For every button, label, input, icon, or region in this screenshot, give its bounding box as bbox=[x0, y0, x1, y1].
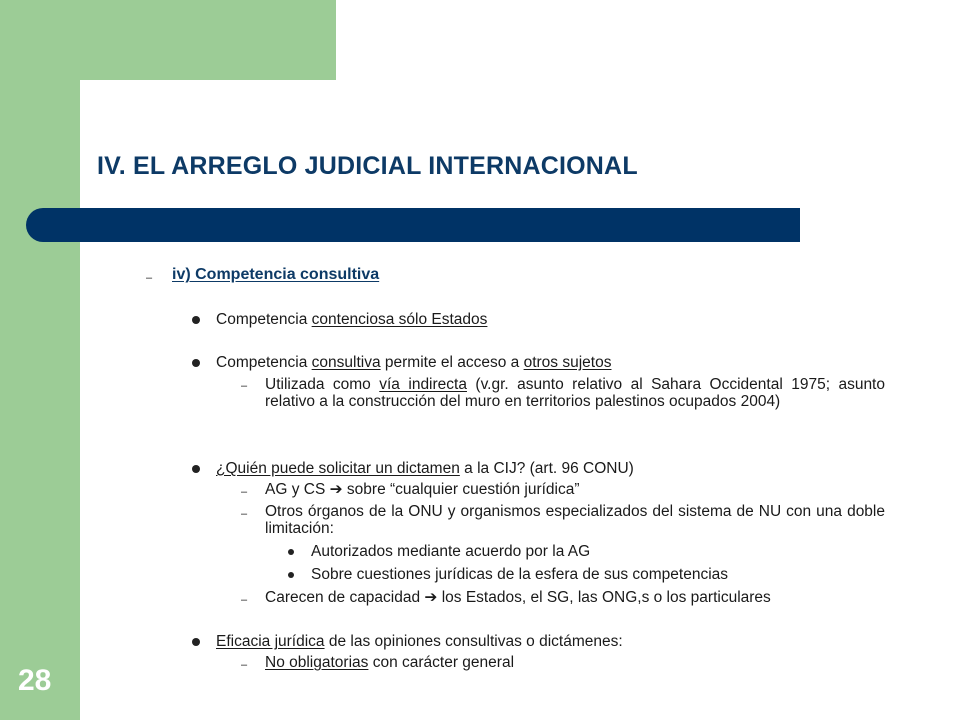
bullet-contenciosa bbox=[216, 311, 487, 328]
underlined-text: No obligatorias bbox=[265, 654, 369, 671]
bullet-text: Competencia bbox=[216, 311, 312, 328]
slide-title: IV. EL ARREGLO JUDICIAL INTERNACIONAL bbox=[97, 152, 638, 180]
arrow-icon: ➔ bbox=[329, 481, 343, 498]
sub-item-no-obligatorias bbox=[265, 654, 514, 671]
sub-text: Carecen de capacidad bbox=[265, 589, 425, 606]
bullet-eficacia bbox=[216, 633, 623, 650]
sub-dash: – bbox=[241, 508, 248, 520]
sub-text: con carácter general bbox=[368, 654, 515, 671]
section-heading-label: iv) Competencia consultiva bbox=[172, 266, 380, 283]
sub-dash: – bbox=[241, 486, 248, 498]
sub-item-via-indirecta bbox=[265, 376, 885, 410]
bullet-consultiva bbox=[216, 354, 611, 371]
sub-text: (v.gr. asunto relativo al Sahara Occidental 1975; asunto relativo a la construcción del muro en territorios palestinos ocupados 2004) bbox=[265, 376, 885, 410]
sub-item-ag-cs bbox=[265, 481, 580, 498]
nested-item-autorizados: Autorizados mediante acuerdo por la AG bbox=[311, 543, 591, 560]
sub-item-otros-organos: Otros órganos de la ONU y organismos especializados del sistema de NU con una doble limitación: bbox=[265, 503, 885, 537]
sub-text: sobre “cualquier cuestión jurídica” bbox=[342, 481, 580, 498]
bullet-dot bbox=[192, 638, 200, 646]
underlined-text: otros sujetos bbox=[523, 354, 612, 371]
bullet-quien-solicita bbox=[216, 460, 634, 477]
sub-text: Utilizada como bbox=[265, 376, 380, 393]
bullet-dot bbox=[288, 549, 294, 555]
section-dash: – bbox=[146, 272, 153, 284]
underlined-text: vía indirecta bbox=[379, 376, 467, 393]
underlined-text: consultiva bbox=[311, 354, 381, 371]
sub-dash: – bbox=[241, 659, 248, 671]
sub-text: los Estados, el SG, las ONG,s o los particulares bbox=[437, 589, 771, 606]
bullet-dot bbox=[192, 316, 200, 324]
bullet-dot bbox=[288, 572, 294, 578]
bullet-text: de las opiniones consultivas o dictámenes: bbox=[324, 633, 623, 650]
underlined-text: ¿Quién puede solicitar un dictamen bbox=[216, 460, 460, 477]
sub-item-carecen bbox=[265, 589, 771, 606]
bullet-text: Competencia bbox=[216, 354, 312, 371]
bullet-dot bbox=[192, 359, 200, 367]
arrow-icon: ➔ bbox=[424, 589, 438, 606]
underlined-text: Eficacia jurídica bbox=[216, 633, 325, 650]
section-heading bbox=[172, 266, 379, 283]
sub-dash: – bbox=[241, 594, 248, 606]
sub-dash: – bbox=[241, 380, 248, 392]
bullet-text: a la CIJ? (art. 96 CONU) bbox=[459, 460, 634, 477]
sub-text: AG y CS bbox=[265, 481, 330, 498]
nested-item-cuestiones: Sobre cuestiones jurídicas de la esfera de sus competencias bbox=[311, 566, 729, 583]
slide-number: 28 bbox=[18, 664, 52, 697]
underlined-text: contenciosa sólo Estados bbox=[311, 311, 488, 328]
bullet-text: permite el acceso a bbox=[380, 354, 524, 371]
bullet-dot bbox=[192, 465, 200, 473]
